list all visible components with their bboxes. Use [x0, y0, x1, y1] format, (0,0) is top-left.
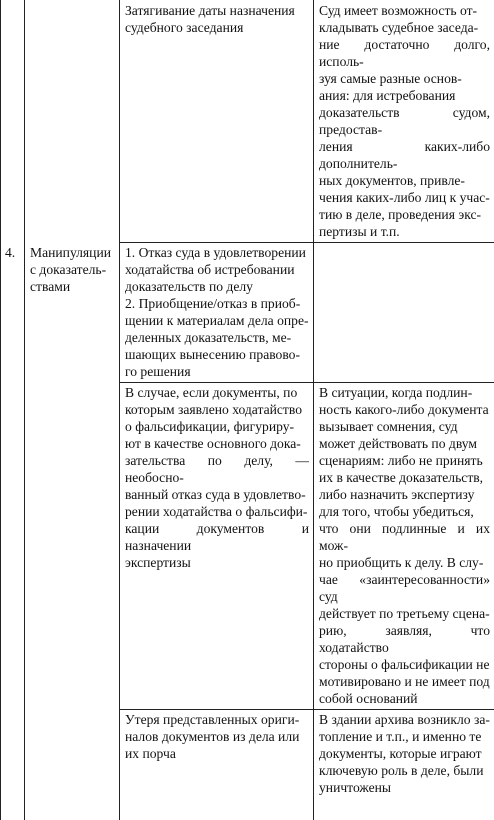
text-line: стороны о фальсификации не [319, 656, 490, 673]
text-line: доказательств судом, предостав- [319, 104, 490, 138]
text-line: тию в деле, проведения экс- [319, 206, 490, 223]
text-line: уничтожены [319, 779, 490, 796]
text-line: может действовать по двум [319, 435, 490, 452]
text-line: для того, чтобы убедиться, [319, 503, 490, 520]
comment-text [319, 2, 490, 240]
text-line: ления каких-либо дополнитель- [319, 138, 490, 172]
text-line: Суд имеет возможность от- [319, 2, 490, 19]
comment-cell [314, 1, 494, 243]
text-line: мотивировано и не имеет под [319, 673, 490, 690]
row-number-cell [1, 383, 25, 710]
text-line: ют в качестве основного дока- [125, 435, 309, 452]
table-row [1, 383, 494, 710]
text-line: либо назначить экспертизу [319, 486, 490, 503]
text-line: действует по третьему сцена- [319, 605, 490, 622]
text-line: ние достаточно долго, исполь- [319, 36, 490, 70]
text-line: с доказатель- [30, 261, 115, 278]
text-line: но приобщить к делу. В слу- [319, 554, 490, 571]
problem-cell [120, 383, 314, 710]
text-line: кладывать судебное заседа- [319, 19, 490, 36]
text-line: Затягивание даты назначения [125, 2, 309, 19]
problem-cell [120, 243, 314, 383]
table-row [1, 710, 494, 820]
text-line: В здании архива возникло за- [319, 711, 490, 728]
text-line: ванный отказ суда в удовлетво- [125, 486, 309, 503]
category-cell [25, 710, 120, 820]
comment-cell [314, 383, 494, 710]
problem-cell [120, 710, 314, 820]
problem-text [125, 244, 309, 380]
problem-text [125, 384, 309, 571]
text-line: ных документов, привле- [319, 172, 490, 189]
text-line: чае «заинтересованности» суд [319, 571, 490, 605]
text-line: 1. Отказ суда в удовлетворении [125, 244, 309, 261]
text-line: сценариям: либо не принять [319, 452, 490, 469]
text-line: шающих вынесению правово- [125, 346, 309, 363]
text-line: вызывает сомнения, суд [319, 418, 490, 435]
text-line: рию, заявляя, что ходатайство [319, 622, 490, 656]
text-line: доказательств по делу [125, 278, 309, 295]
table-row [1, 243, 494, 383]
comment-cell [314, 710, 494, 820]
text-line: собой оснований [319, 690, 490, 707]
text-line: их в качестве доказательств, [319, 469, 490, 486]
category-cell [25, 383, 120, 710]
table-row [1, 1, 494, 243]
text-line: экспертизы [125, 554, 309, 571]
comment-cell [314, 243, 494, 383]
text-line: о фальсификации, фигуриру- [125, 418, 309, 435]
problem-text [125, 2, 309, 36]
text-line: рении ходатайства о фальсифи- [125, 503, 309, 520]
row-number-cell [1, 710, 25, 820]
text-line: В случае, если документы, по [125, 384, 309, 401]
text-line: кации документов и назначении [125, 520, 309, 554]
row-number: 4. [5, 245, 15, 260]
text-line: документы, которые играют [319, 745, 490, 762]
comment-text [319, 384, 490, 707]
text-line: зательства по делу, — необосно- [125, 452, 309, 486]
problem-cell [120, 1, 314, 243]
text-line: Утеря представленных ориги- [125, 711, 309, 728]
comment-text [319, 711, 490, 796]
text-line: 2. Приобщение/отказ в приоб- [125, 295, 309, 312]
text-line: ключевую роль в деле, были [319, 762, 490, 779]
category-cell [25, 243, 120, 383]
text-line: ания: для истребования [319, 87, 490, 104]
text-line: ходатайства об истребовании [125, 261, 309, 278]
text-line: го решения [125, 363, 309, 380]
text-line: чения каких-либо лиц к учас- [319, 189, 490, 206]
problem-text [125, 711, 309, 762]
text-line: ность какого-либо документа [319, 401, 490, 418]
text-line: зуя самые разные основ- [319, 70, 490, 87]
text-line: налов документов из дела или [125, 728, 309, 745]
text-line: судебного заседания [125, 19, 309, 36]
text-line: их порча [125, 745, 309, 762]
text-line: ствами [30, 278, 115, 295]
text-line: Манипуляции [30, 244, 115, 261]
row-number-cell [1, 243, 25, 383]
text-line: пертизы и т.п. [319, 223, 490, 240]
row-number-cell [1, 1, 25, 243]
category-cell [25, 1, 120, 243]
text-line: В ситуации, когда подлин- [319, 384, 490, 401]
text-line: деленных доказательств, ме- [125, 329, 309, 346]
text-line: щении к материалам дела опре- [125, 312, 309, 329]
text-line: что они подлинные и их мож- [319, 520, 490, 554]
category-text [30, 244, 115, 295]
text-line: топление и т.п., и именно те [319, 728, 490, 745]
text-line: которым заявлено ходатайство [125, 401, 309, 418]
